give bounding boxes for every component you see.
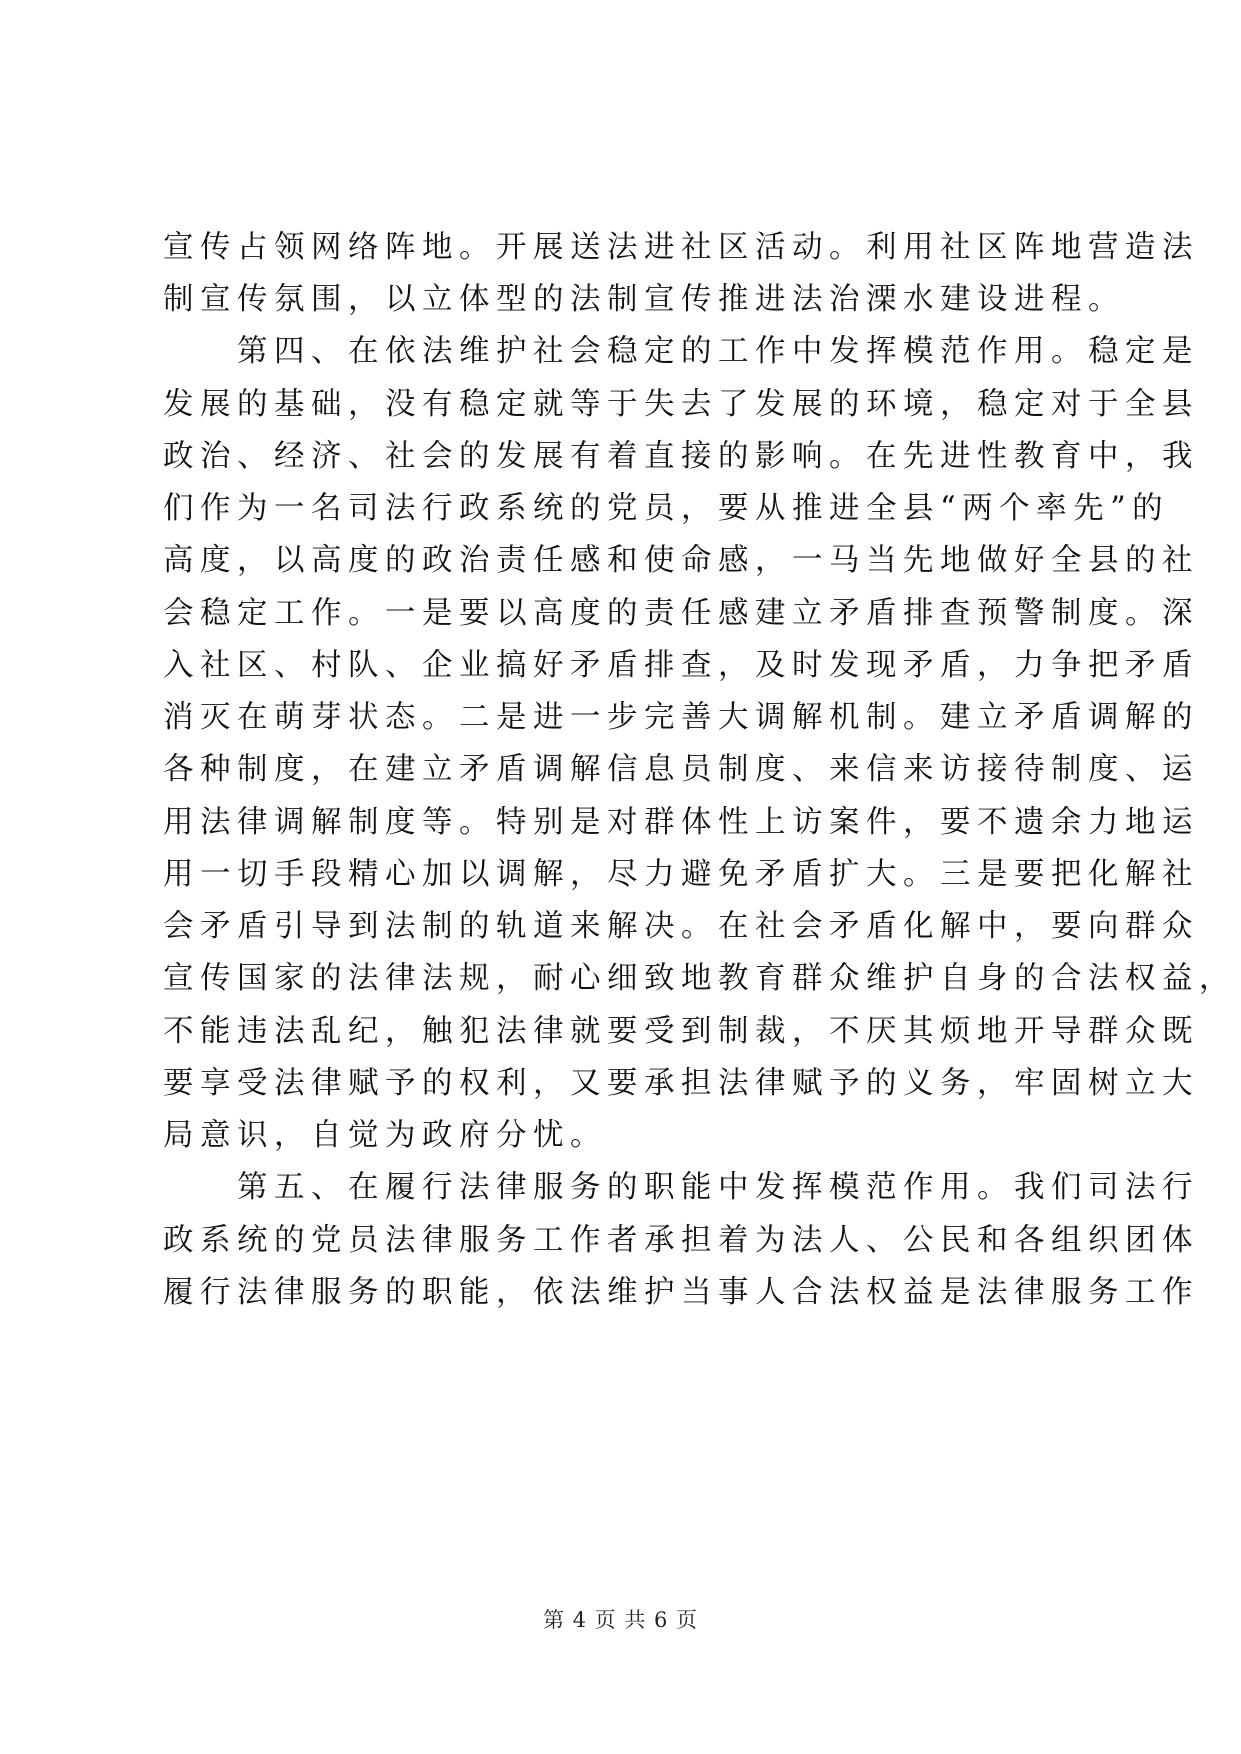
text-line: 发展的基础，没有稳定就等于失去了发展的环境，稳定对于全县 — [163, 387, 1199, 422]
text-line: 宣传国家的法律法规，耐心细致地教育群众维护自身的合法权益， — [163, 961, 1236, 996]
text-line: 高度，以高度的政治责任感和使命感，一马当先地做好全县的社 — [163, 543, 1199, 578]
text-line: 不能违法乱纪，触犯法律就要受到制裁，不厌其烦地开导群众既 — [163, 1014, 1199, 1049]
text-line: 政系统的党员法律服务工作者承担着为法人、公民和各组织团体 — [163, 1223, 1199, 1258]
text-line: 履行法律服务的职能，依法维护当事人合法权益是法律服务工作 — [163, 1275, 1199, 1310]
text-line: 第四、在依法维护社会稳定的工作中发挥模范作用。稳定是 — [163, 334, 1199, 369]
text-line: 会矛盾引导到法制的轨道来解决。在社会矛盾化解中，要向群众 — [163, 909, 1199, 944]
text-line: 消灭在萌芽状态。二是进一步完善大调解机制。建立矛盾调解的 — [163, 700, 1199, 735]
text-line: 第五、在履行法律服务的职能中发挥模范作用。我们司法行 — [163, 1170, 1199, 1205]
text-line: 制宣传氛围，以立体型的法制宣传推进法治溧水建设进程。 — [163, 282, 1125, 317]
text-line: 入社区、村队、企业搞好矛盾排查，及时发现矛盾，力争把矛盾 — [163, 648, 1199, 683]
text-line: 各种制度，在建立矛盾调解信息员制度、来信来访接待制度、运 — [163, 752, 1199, 787]
text-line: 用法律调解制度等。特别是对群体性上访案件，要不遗余力地运 — [163, 805, 1199, 840]
text-line: 用一切手段精心加以调解，尽力避免矛盾扩大。三是要把化解社 — [163, 857, 1199, 892]
text-line: 们作为一名司法行政系统的党员，要从推进全县“两个率先”的 — [163, 491, 1170, 526]
text-line: 宣传占领网络阵地。开展送法进社区活动。利用社区阵地营造法 — [163, 230, 1199, 265]
text-line: 会稳定工作。一是要以高度的责任感建立矛盾排查预警制度。深 — [163, 596, 1199, 631]
text-line: 局意识，自觉为政府分忧。 — [163, 1118, 607, 1153]
text-line: 要享受法律赋予的权利，又要承担法律赋予的义务，牢固树立大 — [163, 1066, 1199, 1101]
text-line: 政治、经济、社会的发展有着直接的影响。在先进性教育中，我 — [163, 439, 1199, 474]
page-footer: 第 4 页 共 6 页 — [542, 1608, 699, 1632]
